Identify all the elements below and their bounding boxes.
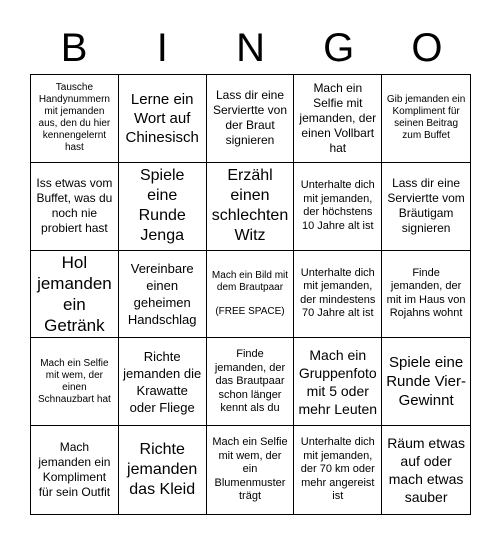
- bingo-cell[interactable]: [207, 163, 295, 251]
- bingo-grid: [30, 74, 471, 515]
- header-letter-b: B: [60, 26, 88, 70]
- bingo-cell[interactable]: [31, 426, 119, 514]
- bingo-cell[interactable]: [294, 251, 382, 339]
- bingo-cell[interactable]: [294, 426, 382, 514]
- header-letter-n: N: [236, 26, 265, 70]
- bingo-cell[interactable]: [31, 75, 119, 163]
- cell-text: Mach ein Gruppenfoto mit 5 oder mehr Leuten: [298, 346, 378, 417]
- cell-text: Mach ein Selfie mit wem, der einen Schnauzbart hat: [37, 357, 111, 405]
- cell-text: Vereinbare einen geheimen Handschlag: [127, 260, 197, 327]
- bingo-cell[interactable]: [207, 338, 295, 426]
- bingo-cell[interactable]: [294, 338, 382, 426]
- header-letter-o: O: [411, 26, 443, 70]
- cell-text: Tausche Handynummern mit jemanden aus, den du hier kennengelernt hast: [38, 82, 111, 154]
- cell-text: Richte jemanden das Kleid: [127, 441, 198, 499]
- cell-text: Räum etwas auf oder mach etwas sauber: [387, 435, 465, 506]
- cell-text: Lerne ein Wort auf Chinesisch: [125, 90, 199, 146]
- header-letter-g: G: [323, 26, 355, 70]
- bingo-cell[interactable]: [31, 163, 119, 251]
- cell-text: Mach ein Selfie mit wem, der ein Blumenmuster trägt: [212, 436, 288, 503]
- bingo-cell[interactable]: [207, 75, 295, 163]
- cell-text: Richte jemanden die Krawatte oder Fliege: [123, 348, 202, 415]
- cell-text: Unterhalte dich mit jemanden, der höchstens 10 Jahre alt ist: [300, 179, 375, 232]
- cell-text: Unterhalte dich mit jemanden, der 70 km oder mehr angereist ist: [300, 436, 375, 503]
- bingo-cell[interactable]: [207, 426, 295, 514]
- bingo-cell[interactable]: [119, 338, 207, 426]
- bingo-cell[interactable]: [382, 251, 470, 339]
- bingo-cell[interactable]: [294, 75, 382, 163]
- cell-text: Mach ein Selfie mit jemanden, der einen Vollbart hat: [299, 80, 377, 155]
- bingo-cell[interactable]: [382, 75, 470, 163]
- bingo-cell[interactable]: [119, 251, 207, 339]
- cell-text: Spiele eine Runde Vier-Gewinnt: [386, 354, 466, 410]
- bingo-cell[interactable]: [119, 75, 207, 163]
- cell-text: Mach jemanden ein Kompliment für sein Outfit: [38, 440, 111, 500]
- cell-text: Finde jemanden, der mit im Haus von Rojahns wohnt: [386, 266, 466, 320]
- bingo-cell[interactable]: [119, 426, 207, 514]
- cell-text: Lass dir eine Serviertte vom Bräutigam signieren: [387, 176, 465, 236]
- cell-text: Unterhalte dich mit jemanden, der mindestens 70 Jahre alt ist: [300, 266, 376, 320]
- bingo-cell[interactable]: [119, 163, 207, 251]
- cell-text: Iss etwas vom Buffet, was du noch nie probiert hast: [36, 176, 113, 236]
- bingo-cell[interactable]: [382, 338, 470, 426]
- bingo-cell free-space[interactable]: [207, 251, 295, 339]
- bingo-cell[interactable]: [294, 163, 382, 251]
- cell-text: Mach ein Bild mit dem Brautpaar (FREE SPACE): [211, 269, 289, 317]
- bingo-cell[interactable]: [31, 251, 119, 339]
- cell-text: Lass dir eine Serviertte von der Braut signieren: [212, 88, 288, 148]
- bingo-cell[interactable]: [382, 426, 470, 514]
- cell-text: Spiele eine Runde Jenga: [138, 167, 186, 245]
- cell-text: Gib jemanden ein Kompliment für seinen Beitrag zum Buffet: [386, 94, 466, 142]
- cell-text: Finde jemanden, der das Brautpaar schon länger kennt als du: [214, 348, 286, 415]
- bingo-cell[interactable]: [382, 163, 470, 251]
- cell-text: Erzähl einen schlechten Witz: [211, 167, 289, 245]
- header-letter-i: I: [156, 26, 168, 70]
- bingo-header: [30, 22, 471, 74]
- bingo-cell[interactable]: [31, 338, 119, 426]
- cell-text: Hol jemanden ein Getränk: [37, 253, 112, 335]
